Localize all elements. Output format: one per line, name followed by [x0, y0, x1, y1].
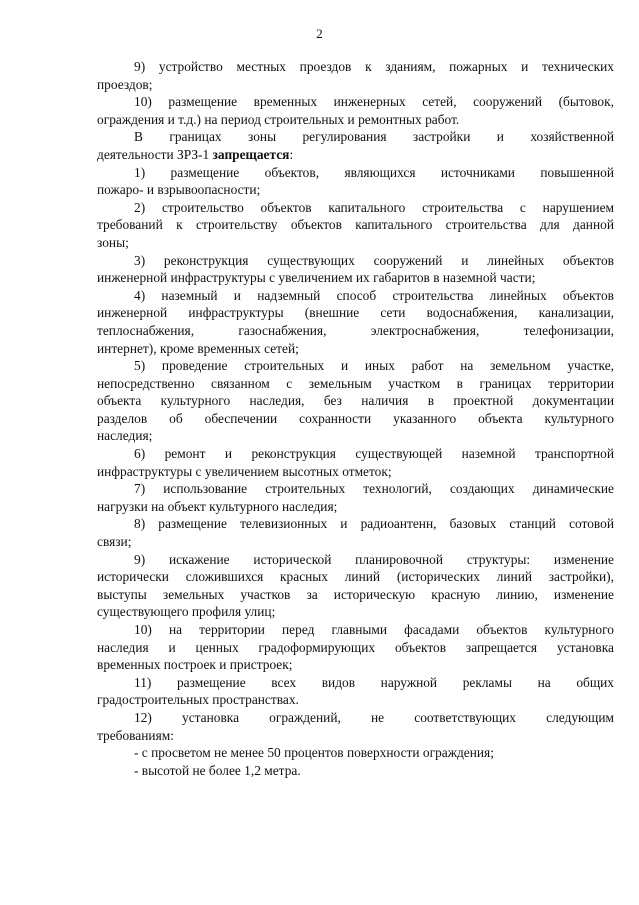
fence-requirement-gap: - с просветом не менее 50 процентов поверхности ограждения; — [134, 745, 494, 761]
paragraph-item-10-temporary-networks: 10) размещение временных инженерных сетей, сооружений (бытовок, ограждения и т.д.) на период строительных и ремонтных работ. — [97, 94, 614, 127]
paragraph-prohibited-item-7: 7) использование строительных технологий, создающих динамические нагрузки на объект культурного наследия; — [97, 481, 614, 514]
document-body — [97, 58, 614, 779]
paragraph-prohibited-item-10: 10) на территории перед главными фасадами объектов культурного наследия и ценных градоформирующих объектов запрещается установка временных построек и пристроек; — [97, 622, 614, 673]
fence-requirement-height: - высотой не более 1,2 метра. — [134, 762, 301, 778]
page-number: 2 — [316, 26, 323, 41]
paragraph-prohibited-item-12: 12) установка ограждений, не соответствующих следующим требованиям: — [97, 709, 614, 743]
paragraph-prohibited-item-4: 4) наземный и надземный способ строительства линейных объектов инженерной инфраструктуры (внешние сети водоснабжения, канализации, теплоснабжения, газоснабжения, электроснабжения, телефонизации, интернет), кроме временных сетей; — [97, 287, 614, 356]
paragraph-prohibited-item-3: 3) реконструкция существующих сооружений и линейных объектов инженерной инфраструктуры с увеличением их габаритов в наземной части; — [97, 252, 614, 286]
prohibited-keyword: запрещается — [212, 146, 290, 162]
paragraph-item-9-local-driveways: 9) устройство местных проездов к зданиям, пожарных и технических проездов; — [97, 59, 614, 92]
paragraph-prohibited-item-5: 5) проведение строительных и иных работ на земельном участке, непосредственно связанном с земельным участком в границах территории объекта культурного наследия, без наличия в проектной документации разделов об обеспечении сохранности указанного объекта культурного наследия; — [97, 358, 614, 444]
paragraph-zone-prohibited-heading: В границах зоны регулирования застройки и хозяйственной деятельности ЗРЗ-1 запрещается: — [97, 129, 614, 162]
paragraph-prohibited-item-11: 11) размещение всех видов наружной рекламы на общих градостроительных пространствах. — [97, 674, 614, 708]
paragraph-prohibited-item-8: 8) размещение телевизионных и радиоантенн, базовых станций сотовой связи; — [97, 516, 614, 550]
paragraph-prohibited-item-9: 9) искажение исторической планировочной структуры: изменение исторически сложившихся красных линий (исторических линий застройки), выступы земельных участков за историческую красную линию, изменение существующего профиля улиц; — [97, 551, 614, 620]
paragraph-prohibited-item-6: 6) ремонт и реконструкция существующей наземной транспортной инфраструктуры с увеличением высотных отметок; — [97, 446, 614, 479]
paragraph-prohibited-item-1: 1) размещение объектов, являющихся источниками повышенной пожаро- и взрывоопасности; — [97, 164, 614, 198]
paragraph-prohibited-item-2: 2) строительство объектов капитального строительства с нарушением требований к строительству объектов капитального строительства для данной зоны; — [97, 199, 614, 250]
